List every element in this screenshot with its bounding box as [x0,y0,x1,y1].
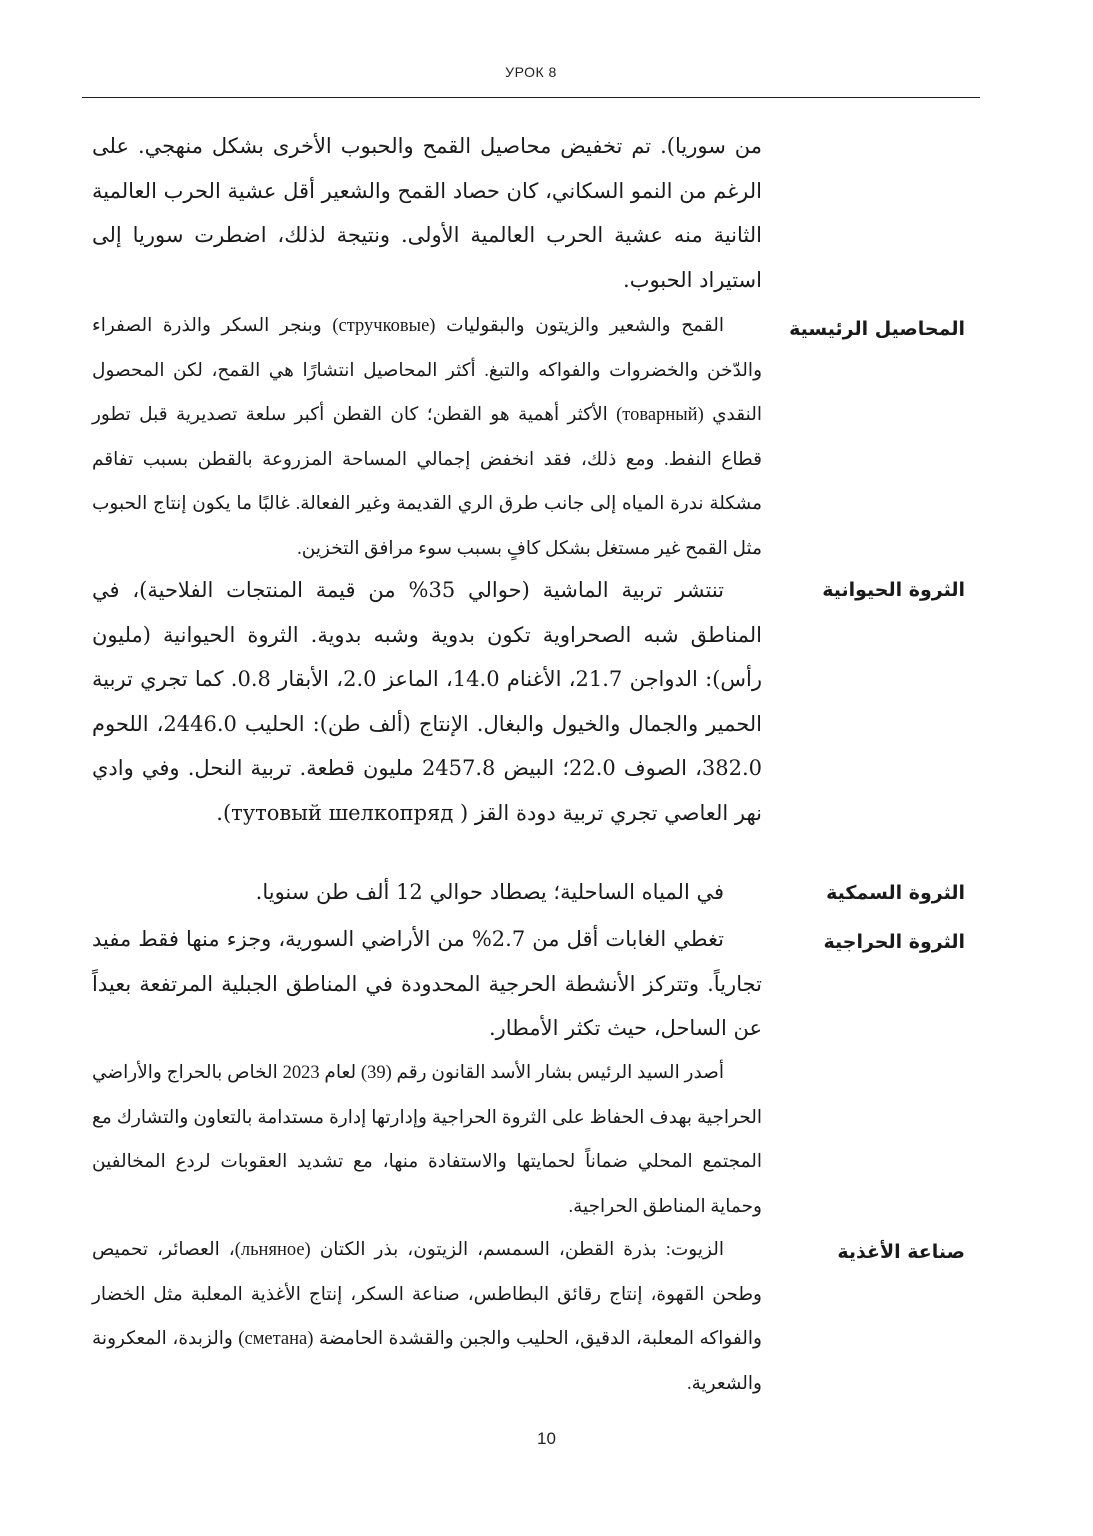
page-number: 10 [537,1429,556,1448]
crops-paragraph: القمح والشعير والزيتون والبقوليات (стручковые) وبنجر السكر والذرة الصفراء والدّخن والخضروات والفواكه والتبغ. أكثر المحاصيل انتشارًا هي القمح، لكن المحصول النقدي (товарный) الأكثر أهمية هو القطن؛ كان القطن أكبر سلعة تصديرية قبل تطور قطاع النفط. ومع ذلك، فقد انخفض إجمالي المساحة المزروعة بالقطن بسبب تفاقم مشكلة ندرة المياه إلى جانب طرق الري القديمة وغير الفعالة. غالبًا ما يكون إنتاج الحبوب مثل القمح غير مستغل بشكل كافٍ بسبب سوء مرافق التخزين. [92,316,762,559]
forestry-law-paragraph: أصدر السيد الرئيس بشار الأسد القانون رقم (39) لعام 2023 الخاص بالحراج والأراضي الحراجية بهدف الحفاظ على الثروة الحراجية وإدارتها إدارة مستدامة بالتعاون والتشارك مع المجتمع المحلي ضماناً لحمايتها والاستفادة منها، مع تشديد العقوبات لردع المخالفين وحماية المناطق الحراجية. [92,1063,762,1217]
heading-main-crops: المحاصيل الرئيسية [789,318,965,340]
heading-food-industry: صناعة الأغذية [837,1241,965,1263]
fisheries-paragraph: في المياه الساحلية؛ يصطاد حوالي 12 ألف طن سنويا. [255,880,724,904]
heading-livestock: الثروة الحيوانية [822,579,965,601]
forestry-paragraph: تغطي الغابات أقل من 2.7% من الأراضي السورية، وجزء منها فقط مفيد تجارياً. وتتركز الأنشطة الحرجية المحدودة في المناطق الجبلية المرتفعة بعيداً عن الساحل، حيث تكثر الأمطار. [92,927,762,1041]
header-divider [82,97,980,98]
livestock-paragraph: تنتشر تربية الماشية (حوالي 35% من قيمة المنتجات الفلاحية)، في المناطق شبه الصحراوية تكون بدوية وشبه بدوية. الثروة الحيوانية (مليون رأس): الدواجن 21.7، الأغنام 14.0، الماعز 2.0، الأبقار 0.8. كما تجري تربية الحمير والجمال والخيول والبغال. الإنتاج (ألف طن): الحليب 2446.0، اللحوم 382.0، الصوف 22.0؛ البيض 2457.8 مليون قطعة. تربية النحل. وفي وادي نهر العاصي تجري تربية دودة القز ( тутовый шелкопряд). [92,578,763,825]
heading-fisheries: الثروة السمكية [826,882,965,904]
heading-forestry: الثروة الحراجية [823,931,965,953]
intro-paragraph: من سوريا). تم تخفيض محاصيل القمح والحبوب الأخرى بشكل منهجي. على الرغم من النمو السكاني، كان حصاد القمح والشعير أقل عشية الحرب العالمية الثانية منه عشية الحرب العالمية الأولى. ونتيجة لذلك، اضطرت سوريا إلى استيراد الحبوب. [92,134,762,292]
food-industry-paragraph: الزيوت: بذرة القطن، السمسم، الزيتون، بذر الكتان (льняное)، العصائر، تحميص وطحن القهوة، إنتاج رقائق البطاطس، صناعة السكر، إنتاج الأغذية المعلبة مثل الخضار والفواكه المعلبة، الدقيق، الحليب والجبن والقشدة الحامضة (сметана) والزبدة، المعكرونة والشعرية. [92,1240,762,1394]
running-header: УРОК 8 [505,64,557,80]
